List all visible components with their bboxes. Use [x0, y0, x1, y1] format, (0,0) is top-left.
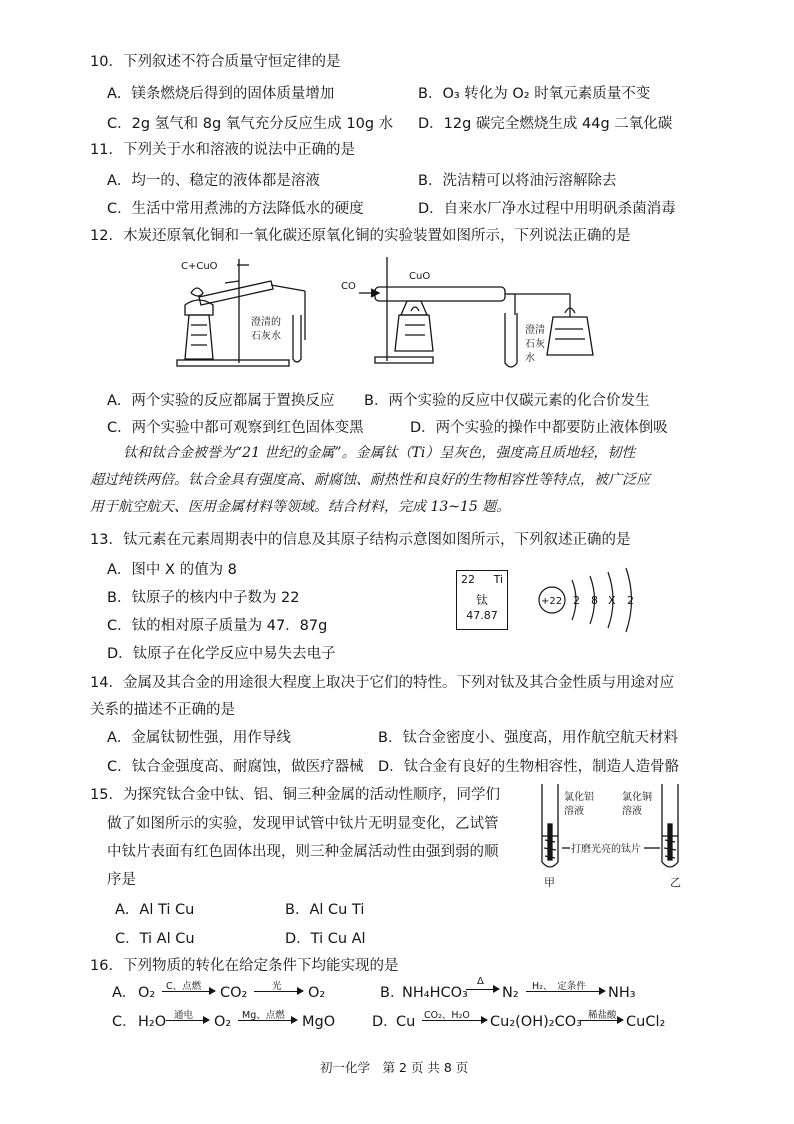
q16-c-cond-2: Mg、点燃: [242, 1010, 285, 1021]
atom-shell-4: 2: [627, 594, 634, 607]
q12-right-water-1: 澄清: [525, 325, 545, 336]
q16-stem: 16．下列物质的转化在给定条件下均能实现的是: [90, 958, 399, 974]
q15-strip-label: 打磨光亮的钛片: [571, 844, 641, 855]
q16-a-s3: O₂: [308, 985, 326, 1001]
q14-option-b: B．钛合金密度小、强度高，用作航空航天材料: [378, 730, 678, 746]
q15-right-solution-1: 氯化铜: [622, 792, 652, 803]
q15-stem-4: 序是: [107, 872, 136, 888]
q12-option-b: B．两个实验的反应中仅碳元素的化合价发生: [364, 393, 650, 409]
q15-option-c: C．Ti Al Cu: [115, 931, 195, 947]
q12-left-label: C+CuO: [181, 261, 218, 272]
element-mass: 47.87: [466, 609, 498, 622]
q16-b-arrow-2: [526, 978, 606, 998]
atom-nucleus: +22: [541, 596, 563, 607]
q12-left-water-1: 澄清的: [251, 317, 281, 328]
passage-line-1: 钛和钛合金被誉为“21 世纪的金属”。金属钛（Ti）呈灰色，强度高且质地轻，韧性: [123, 445, 636, 461]
q16-b-s2: N₂: [502, 985, 519, 1001]
q13-option-b: B．钛原子的核内中子数为 22: [107, 590, 300, 606]
q16-b-cond-1: Δ: [477, 976, 484, 987]
q16-c-letter: C．: [112, 1014, 137, 1030]
q16-a-s1: O₂: [138, 985, 156, 1001]
q15-left-solution-2: 溶液: [564, 806, 584, 817]
q11-stem: 11．下列关于水和溶液的说法中正确的是: [90, 142, 355, 158]
q13-stem: 13．钛元素在元素周期表中的信息及其原子结构示意图如图所示，下列叙述正确的是: [90, 532, 631, 548]
element-number: 22: [461, 573, 475, 586]
q15-stem-3: 中钛片表面有红色固体出现，则三种金属活动性由强到弱的顺: [107, 844, 499, 860]
q10-option-d: D．12g 碳完全燃烧生成 44g 二氧化碳: [418, 116, 673, 132]
q16-d-letter: D．: [372, 1014, 398, 1030]
q15-right-solution-2: 溶液: [622, 806, 642, 817]
q16-a-cond-1: C、点燃: [166, 981, 202, 992]
q15-test-tube-figure: [532, 780, 697, 890]
q16-c-arrow-1: [166, 1007, 210, 1027]
q16-a-cond-2: 光: [272, 981, 282, 992]
q14-option-d: D．钛合金有良好的生物相容性，制造人造骨骼: [378, 759, 680, 775]
q11-option-a: A．均一的、稳定的液体都是溶液: [107, 173, 320, 189]
q14-option-c: C．钛合金强度高、耐腐蚀，做医疗器械: [107, 759, 364, 775]
element-symbol: Ti: [493, 573, 503, 586]
q12-co-label: CO: [341, 281, 356, 292]
q14-stem-1: 14．金属及其合金的用途很大程度上取决于它们的特性。下列对钛及其合金性质与用途对应: [90, 675, 674, 691]
q10-option-b: B．O₃ 转化为 O₂ 时氧元素质量不变: [418, 86, 651, 102]
element-card: [456, 570, 508, 630]
q16-b-s3: NH₃: [608, 985, 636, 1001]
q11-option-b: B．洗洁精可以将油污溶解除去: [418, 173, 617, 189]
passage-line-3: 用于航空航天、医用金属材料等领域。结合材料，完成 13~15 题。: [90, 499, 511, 515]
atom-shell-3: X: [608, 594, 616, 607]
q16-d-s3: CuCl₂: [626, 1014, 666, 1030]
q13-option-d: D．钛原子在化学反应中易失去电子: [107, 646, 336, 662]
q16-a-arrow-1: [162, 978, 216, 998]
q16-b-s1: NH₄HCO₃: [402, 985, 468, 1001]
q12-right-water-2: 石灰: [525, 339, 545, 350]
q12-stem: 12．木炭还原氧化铜和一氧化碳还原氧化铜的实验装置如图所示，下列说法正确的是: [90, 228, 631, 244]
q12-left-water-2: 石灰水: [251, 331, 281, 342]
q16-a-letter: A．: [112, 985, 137, 1001]
q16-a-arrow-2: [254, 978, 304, 998]
q16-d-cond-2: 稀盐酸: [588, 1010, 617, 1021]
q16-d-s1: Cu: [396, 1014, 416, 1030]
q16-c-s2: O₂: [214, 1014, 232, 1030]
q16-c-arrow-2: [238, 1007, 298, 1027]
q16-d-s2: Cu₂(OH)₂CO₃: [490, 1014, 582, 1030]
q15-left-solution-1: 氯化铝: [564, 792, 594, 803]
q15-tube-a-label: 甲: [544, 876, 555, 889]
q16-c-s3: MgO: [302, 1014, 336, 1030]
q10-option-a: A．镁条燃烧后得到的固体质量增加: [107, 86, 335, 102]
q16-d-arrow-2: [580, 1007, 624, 1027]
q16-b-cond-2: H₂、 定条件: [532, 981, 586, 992]
q15-tube-b-label: 乙: [670, 876, 681, 889]
q12-right-water-3: 水: [525, 353, 535, 364]
q16-a-s2: CO₂: [220, 985, 248, 1001]
q11-option-c: C．生活中常用煮沸的方法降低水的硬度: [107, 201, 364, 217]
element-name: 钛: [475, 593, 488, 607]
passage-line-2: 超过纯铁两倍。钛合金具有强度高、耐腐蚀、耐热性和良好的生物相容性等特点，被广泛应: [90, 472, 650, 488]
q15-option-a: A．Al Ti Cu: [115, 902, 195, 918]
q12-option-a: A．两个实验的反应都属于置换反应: [107, 393, 335, 409]
atom-shell-1: 2: [573, 594, 580, 607]
q13-option-c: C．钛的相对原子质量为 47．87g: [107, 618, 328, 634]
q12-option-d: D．两个实验的操作中都要防止液体倒吸: [410, 420, 668, 436]
q12-option-c: C．两个实验中都可观察到红色固体变黑: [107, 420, 364, 436]
q15-stem-2: 做了如图所示的实验，发现甲试管中钛片无明显变化，乙试管: [107, 816, 499, 832]
q16-d-cond-1: CO₂、H₂O: [424, 1010, 470, 1021]
q15-option-b: B．Al Cu Ti: [285, 902, 365, 918]
q16-b-arrow-1: [466, 976, 500, 996]
atom-shell-2: 8: [591, 594, 598, 607]
q16-d-arrow-1: [422, 1007, 488, 1027]
q15-option-d: D．Ti Cu Al: [285, 931, 366, 947]
q14-stem-2: 关系的描述不正确的是: [90, 702, 235, 718]
q12-apparatus-figure: [175, 255, 775, 390]
q12-cuo-label: CuO: [409, 271, 431, 282]
q10-option-c: C．2g 氢气和 8g 氧气充分反应生成 10g 水: [107, 116, 394, 132]
q10-stem: 10．下列叙述不符合质量守恒定律的是: [90, 54, 341, 70]
atom-structure-diagram: [532, 566, 662, 636]
page-footer: 初一化学 第 2 页 共 8 页: [320, 1060, 469, 1075]
q13-option-a: A．图中 X 的值为 8: [107, 562, 237, 578]
q15-stem-1: 15．为探究钛合金中钛、铝、铜三种金属的活动性顺序，同学们: [90, 787, 500, 803]
q16-c-cond-1: 通电: [174, 1010, 194, 1021]
q16-c-s1: H₂O: [138, 1014, 167, 1030]
q16-b-letter: B．: [380, 985, 405, 1001]
q14-option-a: A．金属钛韧性强，用作导线: [107, 730, 291, 746]
q11-option-d: D．自来水厂净水过程中用明矾杀菌消毒: [418, 201, 676, 217]
